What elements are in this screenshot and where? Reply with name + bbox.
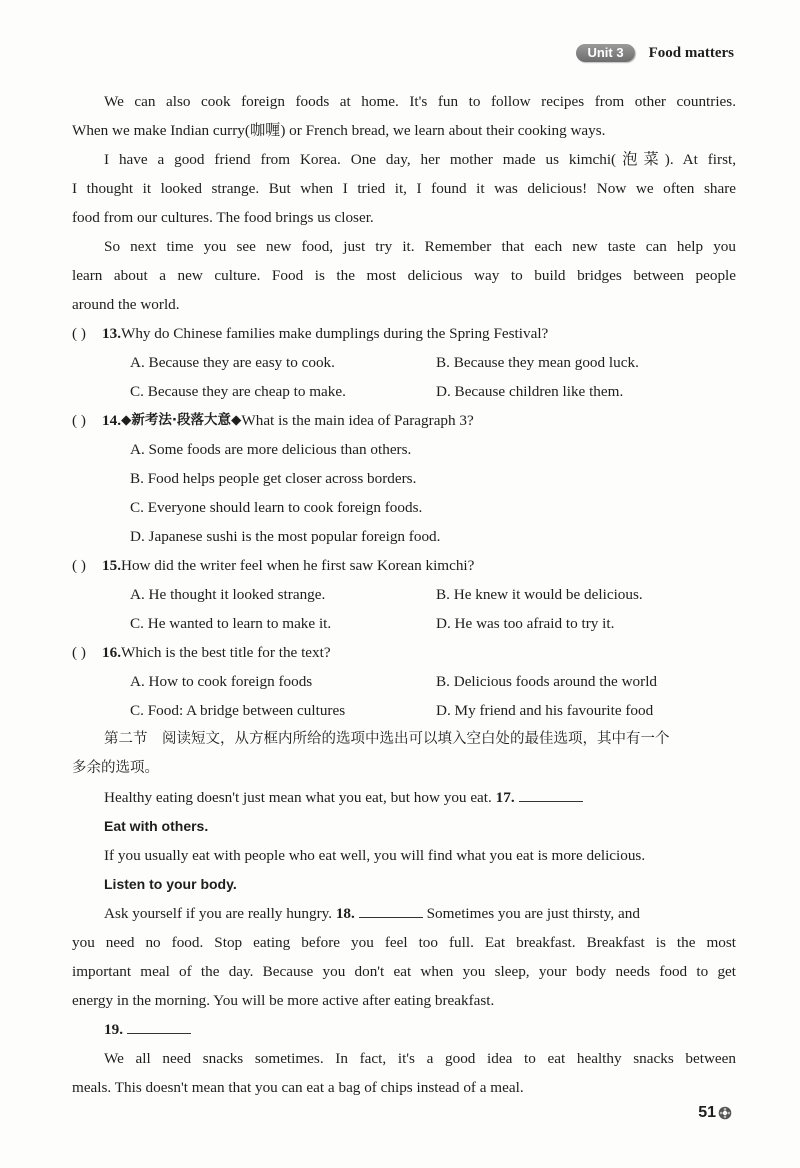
paragraph-text: Sometimes you are just thirsty, and: [426, 905, 640, 922]
blank-number: 19.: [104, 1021, 123, 1038]
paragraph-text: Ask yourself if you are really hungry.: [104, 905, 333, 922]
option-c: C. Because they are cheap to make.: [130, 383, 346, 400]
blank-19[interactable]: [127, 1016, 191, 1034]
paragraph-line: important meal of the day. Because you don't eat when you sleep, your body needs food to get: [72, 963, 736, 980]
passage-line: When we make Indian curry(咖喱) or French bread, we learn about their cooking ways.: [72, 122, 606, 139]
heading-listen-to-body: Listen to your body.: [104, 876, 237, 892]
option-a: A. How to cook foreign foods: [130, 673, 313, 690]
option-d: D. Because children like them.: [436, 383, 624, 400]
answer-paren[interactable]: ( ): [72, 412, 86, 429]
page-number: 51: [698, 1104, 716, 1121]
blank-number: 17.: [495, 789, 515, 806]
question-number: 13.: [102, 325, 121, 342]
section-instruction: 多余的选项。: [72, 760, 159, 776]
passage-line: We can also cook foreign foods at home. It's fun to follow recipes from other countries.: [104, 93, 736, 110]
options-row: [72, 580, 736, 609]
unit-title: Food matters: [648, 44, 734, 61]
question-14: [72, 406, 736, 435]
question-stem: Why do Chinese families make dumplings during the Spring Festival?: [120, 325, 549, 342]
page-footer: [698, 1104, 732, 1122]
blank-17[interactable]: [519, 784, 583, 802]
option-a: A. Because they are easy to cook.: [130, 354, 335, 371]
paragraph-line: We all need snacks sometimes. In fact, it's a good idea to eat healthy snacks between: [104, 1050, 736, 1067]
option-c: C. Everyone should learn to cook foreign foods.: [130, 499, 423, 516]
answer-paren[interactable]: ( ): [72, 325, 86, 342]
paragraph-line: energy in the morning. You will be more active after eating breakfast.: [72, 992, 495, 1009]
intro-text: Healthy eating doesn't just mean what you eat, but how you eat.: [104, 789, 492, 806]
unit-badge: Unit 3: [576, 44, 634, 62]
blank-18[interactable]: [359, 900, 423, 918]
question-stem: Which is the best title for the text?: [120, 644, 331, 661]
option-b: B. Delicious foods around the world: [436, 673, 658, 690]
passage-line: food from our cultures. The food brings us closer.: [72, 209, 374, 226]
question-number: 14.: [102, 412, 121, 429]
paragraph-line: you need no food. Stop eating before you feel too full. Eat breakfast. Breakfast is the most: [72, 934, 736, 951]
blank-line: [72, 1015, 736, 1044]
options-row: [72, 377, 736, 406]
paragraph-line: [72, 899, 736, 928]
paragraph-line: If you usually eat with people who eat well, you will find what you eat is more delicious.: [104, 847, 646, 864]
intro-line: [72, 783, 736, 812]
answer-paren[interactable]: ( ): [72, 644, 86, 661]
options-row: [72, 609, 736, 638]
options-row: [72, 696, 736, 725]
option-d: D. My friend and his favourite food: [436, 702, 654, 719]
options-row: [72, 667, 736, 696]
question-number: 16.: [102, 644, 121, 661]
question-stem: What is the main idea of Paragraph 3?: [241, 412, 474, 429]
question-15: [72, 551, 736, 580]
option-d: D. He was too afraid to try it.: [436, 615, 615, 632]
option-b: B. He knew it would be delicious.: [436, 586, 643, 603]
option-c: C. Food: A bridge between cultures: [130, 702, 346, 719]
passage-line: around the world.: [72, 296, 180, 313]
option-a: A. Some foods are more delicious than others.: [130, 441, 412, 458]
answer-paren[interactable]: ( ): [72, 557, 86, 574]
blank-number: 18.: [335, 905, 355, 922]
passage-line: learn about a new culture. Food is the most delicious way to build bridges between people: [72, 267, 736, 284]
flower-icon: [718, 1106, 732, 1120]
option-a: A. He thought it looked strange.: [130, 586, 326, 603]
question-tag: ◆新考法·段落大意◆: [120, 412, 242, 428]
option-b: B. Food helps people get closer across borders.: [130, 470, 417, 487]
question-stem: How did the writer feel when he first saw Korean kimchi?: [120, 557, 475, 574]
option-c: C. He wanted to learn to make it.: [130, 615, 332, 632]
question-16: [72, 638, 736, 667]
passage-line: I have a good friend from Korea. One day, her mother made us kimchi(泡菜). At first,: [104, 151, 736, 168]
page-header: [576, 44, 734, 62]
options-row: [72, 348, 736, 377]
heading-eat-with-others: Eat with others.: [104, 818, 209, 834]
page-content: [72, 87, 736, 1102]
option-b: B. Because they mean good luck.: [436, 354, 639, 371]
option-d: D. Japanese sushi is the most popular foreign food.: [130, 528, 441, 545]
paragraph-line: meals. This doesn't mean that you can eat a bag of chips instead of a meal.: [72, 1079, 524, 1096]
question-13: [72, 319, 736, 348]
question-number: 15.: [102, 557, 121, 574]
section-instruction: 第二节 阅读短文，从方框内所给的选项中选出可以填入空白处的最佳选项，其中有一个: [104, 731, 670, 747]
passage-line: I thought it looked strange. But when I tried it, I found it was delicious! Now we often share: [72, 180, 736, 197]
passage-line: So next time you see new food, just try it. Remember that each new taste can help you: [104, 238, 736, 255]
